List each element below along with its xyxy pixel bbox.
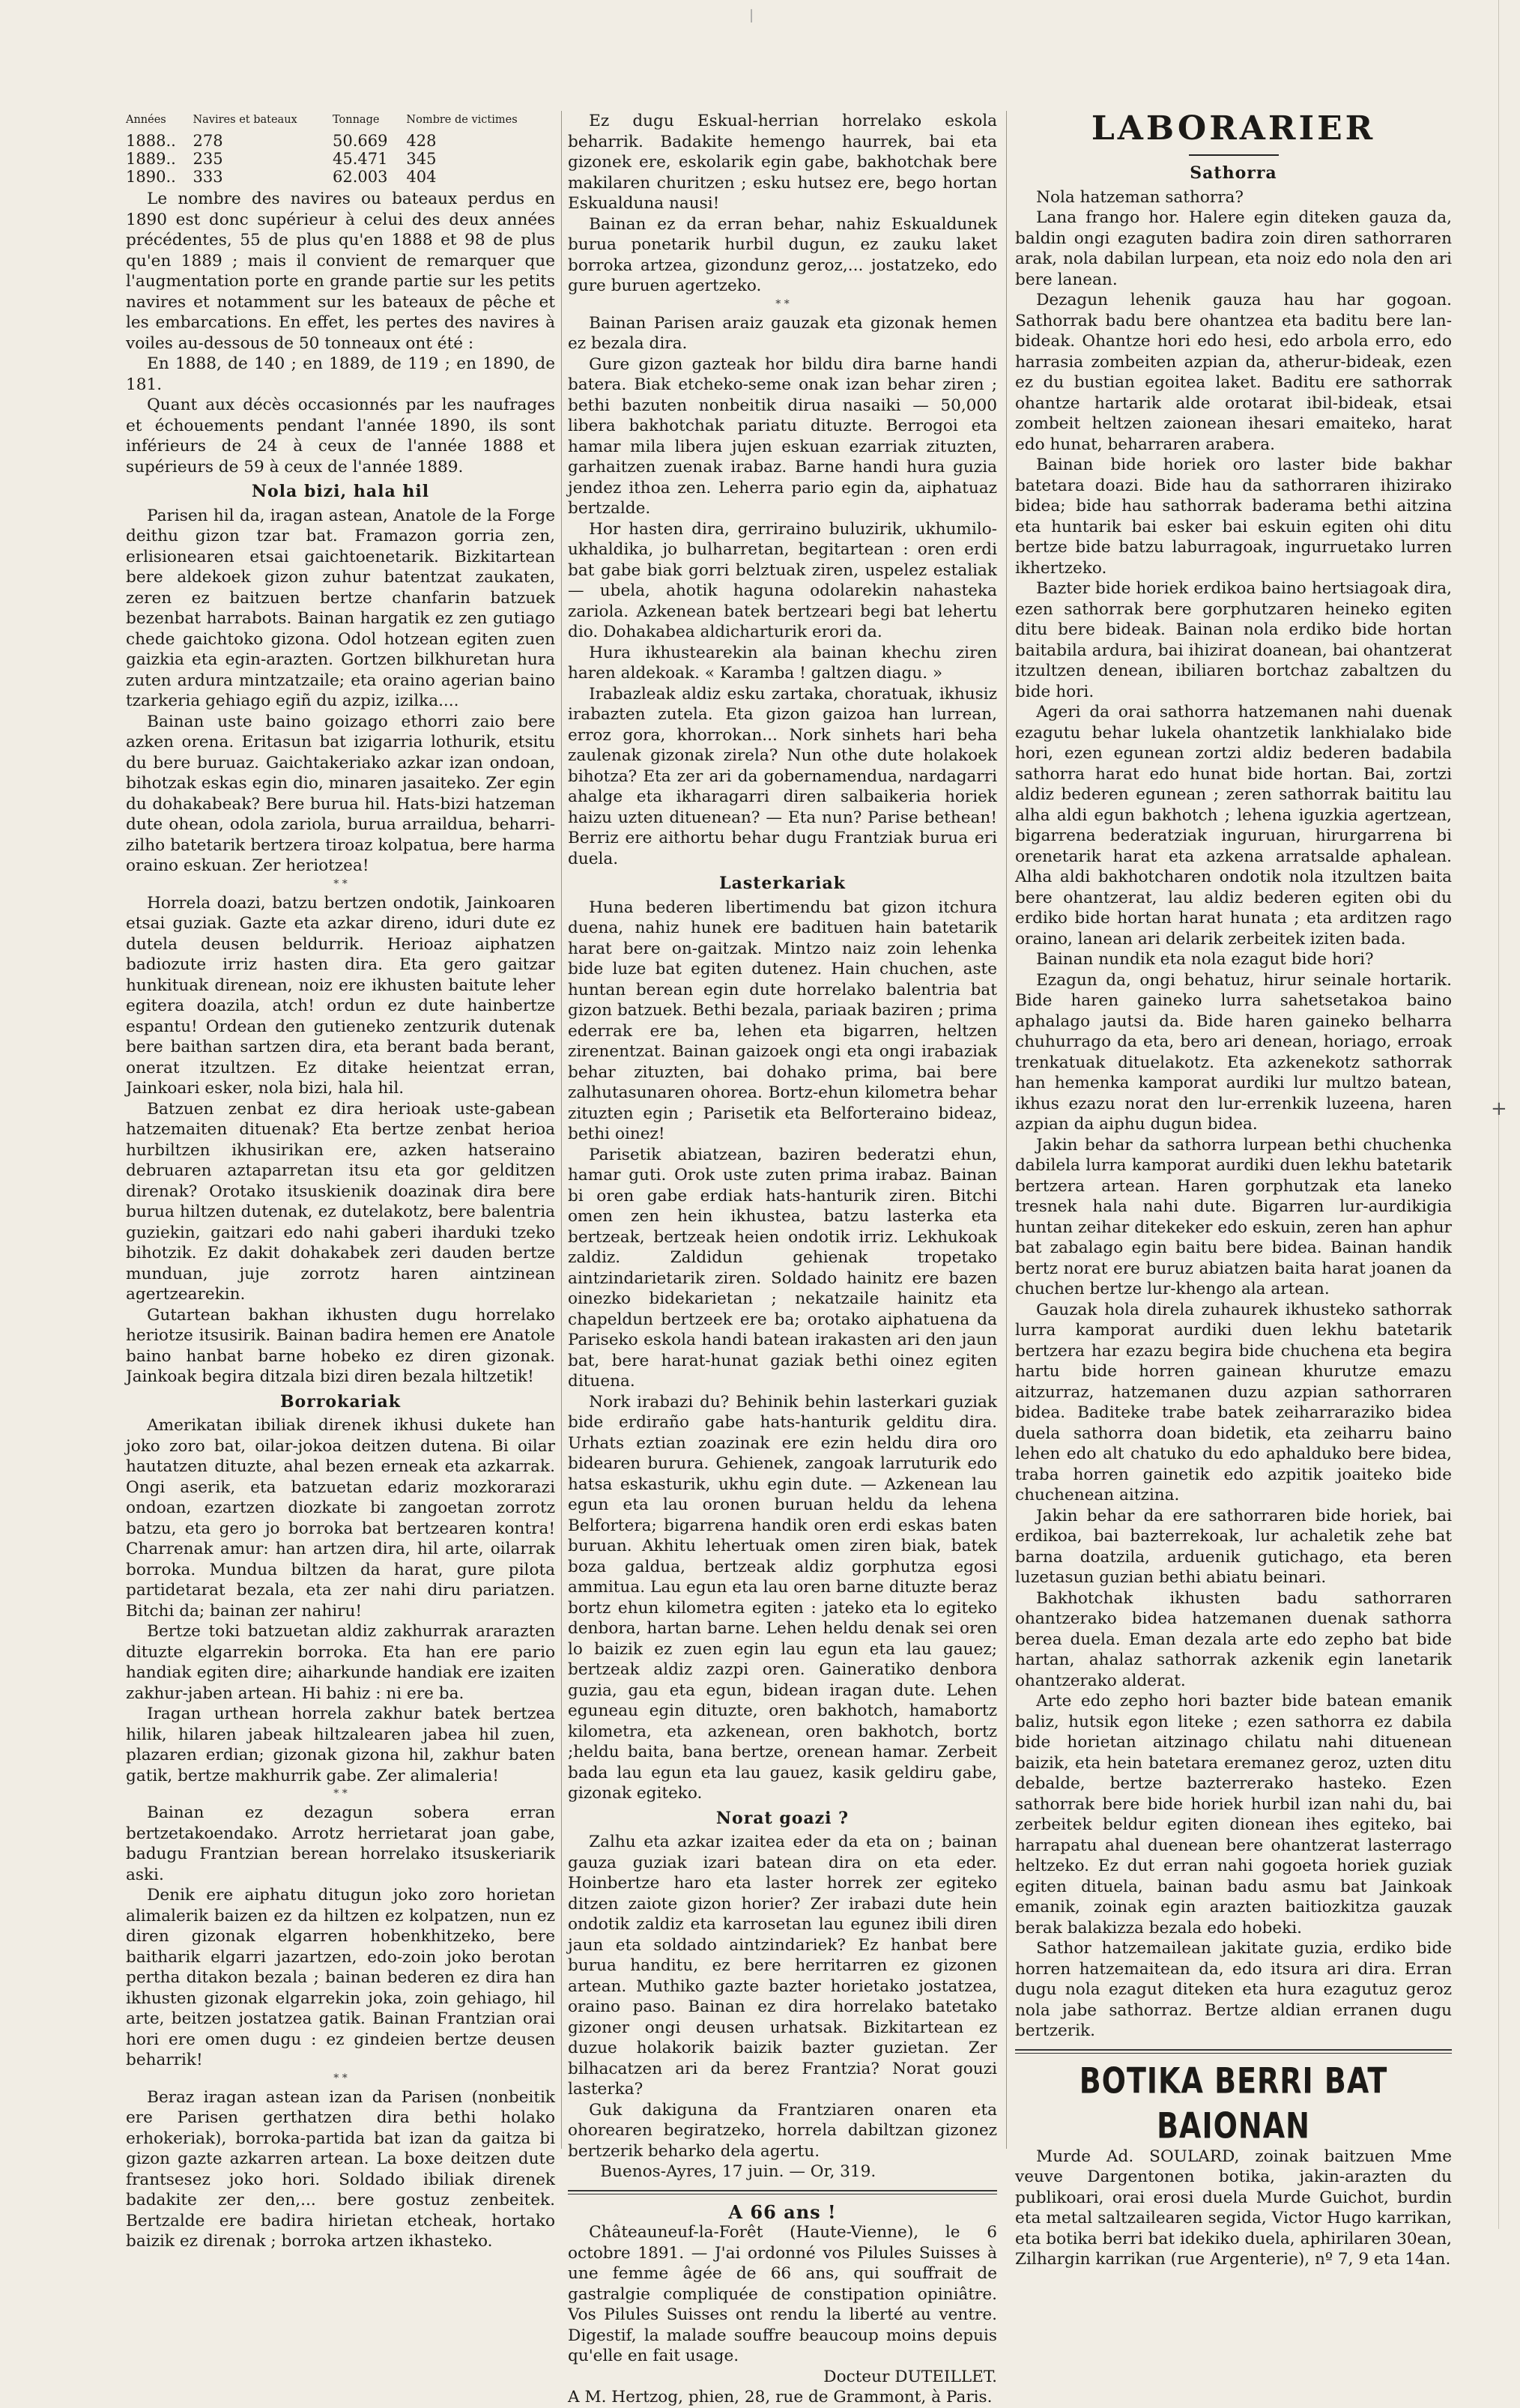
paragraph: Huna bederen libertimendu bat gizon itchura duena, nahiz hunek ere badituen hain batetarik harat bere on-gaitzak. Mintzo naiz zoin lehenka bide luze bat egiten dutenez. Hain chuchen, aste huntan berean egin dute horrelako balentria bat gizon batzuek. Bethi bezala, pariaak baziren ; prima ederrak ere ba, lehen eta bigarren, heltzen zirenentzat. Bainan gaizoek ongi eta ongi irabaziak behar zituzten, bai dohako prima, bai bere zalhutasunaren ohorea. Bortz-ehun kilometra behar zituzten egin ; Parisetik eta Belforteraino bideaz, bethi oinez!	[568, 898, 997, 1143]
paragraph: Bainan nundik eta nola ezagut bide hori?	[1036, 950, 1374, 969]
table-row	[126, 168, 555, 186]
table-cell: 235	[193, 150, 223, 168]
table-cell: 50.669	[332, 132, 388, 150]
ad-address: A M. Hertzog, phien, 28, rue de Grammont, à Paris.	[568, 2388, 993, 2407]
table-row	[126, 132, 555, 150]
table-header-row	[126, 111, 555, 132]
paragraph: Quant aux décès occasionnés par les naufrages et échouements pendant l'année 1890, ils sont inférieurs de 24 à ceux de l'année 1888 et supérieurs de 59 à ceux de l'année 1889.	[126, 396, 555, 477]
table-header: Nombre de victimes	[406, 114, 518, 126]
paragraph: Nork irabazi du? Behinik behin lasterkari guziak bide erdiraño gabe hats-hanturik gelditu dira. Urhats eztian zoazinak ere ezin heldu dira oro bidearen burura. Gehienek, zangoak larruturik edo hatsa eskasturik, ukhu egin dute. — Azkenean lau egun eta lau oronen buruan heldu da lehena Belfortera; bigarrena handik oren erdi eskas baten buruan. Akhitu lehertuak omen ziren biak, batek boza galdua, bertzeak aldiz gorphutza egosi ammitua. Lau egun eta lau oren barne dituzte beraz bortz ehun kilometra egiten : jateko eta lo egiteko denbora, hartan barne. Lehen heldu denak sei oren lo baizik ez zuen egin lau egun eta lau gauez; bertzeak aldiz zazpi oren. Gaineratiko denbora guzia, gau eta egun, bidean iragan dute. Lehen eguneau egin dituzte, oren bakhotch, hamabortz kilometra, eta azkenean, oren bakhotch, bortz ;heldu baita, bana bertze, orenean hamar. Zerbeit bada lau egun eta lau gauez, kasik geldiru gabe, gizonak egiteko.	[568, 1392, 997, 1803]
pharmacy-ad-banner: BOTIKA BERRI BAT BAIONAN	[1079, 2060, 1388, 2146]
paragraph: Ez dugu Eskual-herrian horrelako eskola beharrik. Badakite hemengo haurrek, bai eta gizonek ere, eskolarik egin gabe, bakhotchak bere makilaren churitzen ; esku hutsez ere, bego hortan Eskualduna nausi!	[568, 112, 997, 213]
paragraph: Arte edo zepho hori bazter bide batean emanik baliz, hutsik egon liteke ; ezen sathorra ez dabila bide horietan aitzinago chilatu nahi dituenean baizik, eta hein batetara eremanez geroz, uzten ditu debalde, bertze bazterrerako hasteko. Ezen sathorrak bere bide horiek hurbil izan nahi du, bai zerbeitek beldur egiten dionean ihes egiteko, bai harrapatu ahal duenean bere ohantzerat lasterrago heltzeko. Ez dut erran nahi gogoeta horiek guziak egiten dituela, bainan badu asmu bat Jainkoak emanik, zoinak egin arazten baitiozkitza gauzak berak balakizza bezala edo hobeki.	[1015, 1692, 1452, 1937]
paragraph: Denik ere aiphatu ditugun joko zoro horietan alimalerik baizen ez da hiltzen ez kolpatzen, nun ez diren gizonak elgarren hobenkhitzeko, bere baitharik elgarri jazartzen, edo-zoin joko berotan pertha ditakon bezala ; bainan bederen ez dira han ikhusten gizonak elgarrekin joka, zoin gehiago, hil arte, beitzen jostatzea gatik. Bainan Frantzian orai hori ere omen dugu : ez gindeien bertze deusen beharrik!	[126, 1886, 555, 2069]
column-divider	[1006, 111, 1007, 2149]
asterism: * *	[775, 297, 790, 310]
asterism: * *	[333, 2072, 348, 2084]
table-cell: 1888..	[126, 132, 176, 150]
table-cell: 278	[193, 132, 223, 150]
paragraph: Dezagun lehenik gauza hau har gogoan. Sathorrak badu bere ohantzea eta baditu bere lan-bideak. Ohantze hori edo hesi, edo arbola erro, edo harrasia zombeiten azpian da, atherur-bideak, ezen ez du bustian egoitea laket. Baditu ere sathorrak ohantze hartarik alde orotarat ibil-bideak, etsai zombeit heltzen zaionean ihesari emaiteko, harat edo hunat, beharraren arabera.	[1015, 291, 1452, 454]
table-cell: 45.471	[332, 150, 388, 168]
paragraph: Bainan uste baino goizago ethorri zaio bere azken orena. Eritasun bat izigarria lothurik, etsitu du bere buruaz. Gaichtakeriako azkar izan ondoan, bihotzak eskas egin dio, minaren jasaiteko. Zer egin du dohakabeak? Bere burua hil. Hats-bizi hatzeman dute ohean, odola zariola, burua arraildua, beharri-zilho batetarik bertzera tiroaz kolpatua, bere harma oraino eskuan. Zer heriotzea!	[126, 712, 555, 875]
masthead-rule	[1189, 154, 1279, 156]
ad-divider	[1015, 2049, 1452, 2054]
paragraph: Zalhu eta azkar izaitea eder da eta on ; bainan gauza guziak izari batean dira on eta eder. Hoinbertze haro eta laster horrek zer egiteko ditzen zaiote gizon horier? Zer irabazi dute hein ondotik zaldiz eta karrosetan lau egunez ibili diren jaun eta soldado aintzindariek? Ez hanbat bere burua handitu, ez bere herritarren ez gizonen artean. Muthiko gazte bazter horietako jostatzea, oraino paso. Bainan ez dira horrelako batetako gizoner ongi deusen urhatsak. Bizkitartean ez duzue holakorik baizik bazter guzietan. Zer bilhacatzen ari da berez Frantzia? Norat gouzi lasterka?	[568, 1833, 997, 2099]
paragraph: Hor hasten dira, gerriraino buluzirik, ukhumilo-ukhaldika, jo bulharretan, begitartean : oren erdi bat gabe biak gorri belztuak ziren, uspelez estaliak — ubela, ahotik haguna odolarekin nahasteka zariola. Azkenean batek bertzeari begi bat lehertu dio. Dohakabea aldicharturik erori da.	[568, 519, 997, 641]
section-title: Norat goazi ?	[715, 1808, 850, 1828]
table-cell: 428	[406, 132, 437, 150]
column-left	[126, 111, 555, 2251]
paragraph: En 1888, de 140 ; en 1889, de 119 ; en 1890, de 181.	[126, 354, 555, 394]
table-cell: 62.003	[332, 168, 388, 186]
column-right	[1015, 109, 1452, 2269]
paragraph: Jakin behar da sathorra lurpean bethi chuchenka dabilela lurra kamporat aurdiki duen lekhu batetarik bertzera artean. Haren gorphutzak eta laneko tresnek hala nahi dute. Bigarren lur-aurdikigia huntan zeihar ditekeker edo eskuin, zeren han aphur bat zabalago egin baitu bere bidea. Bainan handik bertz norat ere buruz abiatzen baita harat joanen da chuchen bertze lur-khengo ala artean.	[1015, 1135, 1452, 1298]
asterism: * *	[333, 877, 348, 890]
margin-tick-icon: +	[1491, 1098, 1507, 1120]
shipwreck-stats-table	[126, 111, 555, 186]
paragraph: Bainan ez dezagun sobera erran bertzetakoendako. Arrotz herrietarat joan gabe, badugu Frantzian berean horrelako itsuskeriarik aski.	[126, 1803, 555, 1884]
paragraph: Gure gizon gazteak hor bildu dira barne handi batera. Biak etcheko-seme onak izan behar ziren ; bethi bazuten nonbeitik dirua nasaiki — 50,000 libera bakhotchak pariatu dituzte. Berrogoi eta hamar mila libera jujen eskuan ezarriak zituzten, garhaitzen zuenak irabaz. Barne handi hura guzia jendez ithoa zen. Leherra pario egin da, aiphatuaz bertzalde.	[568, 354, 997, 518]
paragraph: Bazter bide horiek erdikoa baino hertsiagoak dira, ezen sathorrak bere gorphutzaren heineko egiten ditu bere bideak. Bainan nola erdiko bide hortan baitabila ardura, bai ihizirat doanean, bai ohantzerat itzultzen denean, ibiliaren bortchaz zabaltzen du bide hori.	[1015, 579, 1452, 701]
paragraph: Jakin behar da ere sathorraren bide horiek, bai erdikoa, bai bazterrekoak, lur achaletik zehe bat barna doatzila, arduenik gutichago, eta beren luzetasun guzian bethi abiatu beinari.	[1015, 1506, 1452, 1587]
section-title: Nola bizi, hala hil	[251, 482, 430, 501]
paragraph: Bainan ez da erran behar, nahiz Eskualdunek burua ponetarik hurbil dugun, ez zauku laket borroka artzea, gizondunz geroz,... jostatzeko, edo gure buruen agertzeko.	[568, 214, 997, 295]
paragraph: Amerikatan ibiliak direnek ikhusi dukete han joko zoro bat, oilar-jokoa deitzen dutena. Bi oilar hautatzen dituzte, ahal bezen erneak eta azkarrak. Ongi aserik, eta batzuetan edariz mozkorarazi ondoan, ezartzen diozkate bi zangoetan zorrotz batzu, eta gero jo borroka bat bertzearen kontra! Charrenak amur: han artzen dira, hil arte, oilarrak borroka. Mundua biltzen da harat, gure pilota partidetarat bezala, eta zer nahi diru pariatzen. Bitchi da; bainan zer nahiru!	[126, 1416, 555, 1621]
asterism: * *	[333, 1788, 348, 1800]
table-header: Années	[126, 114, 166, 126]
ad-doctor: Docteur DUTEILLET.	[823, 2367, 997, 2386]
table-header: Navires et bateaux	[193, 114, 297, 126]
paragraph: Lana frango hor. Halere egin diteken gauza da, baldin ongi ezaguten badira zoin diren sathorraren arak, nola dabilan lurpean, eta noiz edo nola den ari bere lanean.	[1015, 208, 1452, 289]
paragraph: Bainan Parisen araiz gauzak eta gizonak hemen ez bezala dira.	[568, 313, 997, 353]
paragraph: Parisen hil da, iragan astean, Anatole de la Forge deithu gizon tzar bat. Framazon gorria zen, erlisionearen etsai gaichtoenetarik. Bizkitartean bere aldekoek gizon zuhur batentzat zaukaten, zeren ez baitzuen bertze chanfarin batzuek bezenbat harrabots. Bainan hargatik ez zen gutiago chede gaichtoko gizona. Odol hotzean egiten zuen gaizkia eta egin-arazten. Gortzen bilkhuretan hura zuten ardura mintzatzaile; eta oraino agerian baino tzarkeria gehiago egiñ du azpiz, izilka....	[126, 506, 555, 710]
ad-body: Châteauneuf-la-Forêt (Haute-Vienne), le 6 octobre 1891. — J'ai ordonné vos Pilules Suisses à une femme âgée de 66 ans, qui souffrait de gastralgie compliquée de constipation opiniâtre. Vos Pilules Suisses ont rendu la liberté au ventre. Digestif, la malade souffre beaucoup moins depuis qu'elle en fait usage.	[568, 2223, 997, 2365]
table-cell: 1890..	[126, 168, 176, 186]
table-cell: 1889..	[126, 150, 176, 168]
paragraph: Sathor hatzemailean jakitate guzia, erdiko bide horren hatzemaitean da, edo itsura ari dira. Erran dugu nola ezagut diteken eta hura ezagutuz geroz nola jabe sathorraz. Bertze aldian erranen dugu bertzerik.	[1015, 1939, 1452, 2040]
fold-mark: |	[749, 7, 754, 23]
paragraph: Le nombre des navires ou bateaux perdus en 1890 est donc supérieur à celui des deux années précédentes, 55 de plus qu'en 1888 et 98 de plus qu'en 1889 ; mais il convient de remarquer que l'augmentation porte en grande partie sur les petits navires et notamment sur les bateaux de pêche et les embarcations. En effet, les pertes des navires à voiles au-dessous de 50 tonneaux ont été :	[126, 190, 555, 353]
ad-title: A 66 ans !	[728, 2200, 837, 2223]
section-title: Borrokariak	[279, 1391, 402, 1412]
section-masthead: LABORARIER	[1091, 109, 1376, 148]
paragraph: Guk dakiguna da Frantziaren onaren eta ohorearen begiratzeko, horrela dabiltzan gizonez bertzerik beharko dela agertu.	[568, 2100, 997, 2161]
paragraph: Hura ikhustearekin ala bainan khechu ziren haren aldekoak. « Karamba ! galtzen diagu. »	[568, 643, 997, 683]
paragraph: Bakhotchak ikhusten badu sathorraren ohantzerako bidea hatzemanen duenak sathorra berea duela. Eman dezala arte edo zepho bat bide hartan, ahalaz sathorrak azkenik egin lanetarik ohantzerako alderat.	[1015, 1588, 1452, 1690]
table-cell: 333	[193, 168, 223, 186]
column-divider	[561, 111, 562, 2149]
paragraph: Bertze toki batzuetan aldiz zakhurrak ararazten dituzte elgarrekin borroka. Eta han ere pario handiak egiten dire; aiharkunde handiak ere izaiten zakhur-jaben artean. Hi bahiz : ni ere ba.	[126, 1622, 555, 1703]
table-cell: 404	[406, 168, 437, 186]
column-middle	[568, 111, 997, 2407]
section-title: Lasterkariak	[719, 874, 846, 893]
dateline: Buenos-Ayres, 17 juin. — Or, 319.	[600, 2162, 876, 2181]
paragraph: Ezagun da, ongi behatuz, hirur seinale hortarik. Bide haren gaineko lurra sahetsetakoa baino aphalago jautsi da. Bide haren gaineko belharra chuhurrago da eta, bero ari denean, horiago, erroak trenkatuak dituelakotz. Eta azkenekotz sathorrak han hemenka kamporat aurdiki lur multzo batean, ikhus ezazu norat den lur-errenkik luzeena, haren azpian da aiphu dugun bidea.	[1015, 970, 1452, 1134]
paragraph: Nola hatzeman sathorra?	[1036, 187, 1244, 207]
ad-divider	[568, 2190, 997, 2194]
paragraph: Gutartean bakhan ikhusten dugu horrelako heriotze itsusirik. Bainan badira hemen ere Anatole baino hanbat barne hobeko ez diren gizonak. Jainkoak begira ditzala bizi diren bezala hiltzetik!	[126, 1305, 555, 1386]
paragraph: Horrela doazi, batzu bertzen ondotik, Jainkoaren etsai guziak. Gazte eta azkar direno, iduri dute ez dutela deusen beldurrik. Herioaz aiphatzen badiozute irriz hasten dira. Eta gero gaitzar hunkituak direnean, noiz ere ikhusten baitute leher egitera doazila, atch! ordun ez dute hainbertze espantu! Ordean den gutieneko zentzurik dutenak bere baithan sartzen dira, eta berant bada berant, onerat itzultzen. Ez ditake heientzat erran, Jainkoari esker, nola bizi, hala hil.	[126, 893, 555, 1098]
paragraph: Parisetik abiatzean, baziren bederatzi ehun, hamar guti. Orok uste zuten prima irabaz. Bainan bi oren gabe erdiak hats-hanturik ziren. Bitchi omen zen hein ikhustea, batzu lasterka eta bertzeak, bertzeak heien ondotik irriz. Lekhukoak zaldiz. Zaldidun gehienak tropetako aintzindarietarik ziren. Soldado hainitz ere bazen oinezko bidekarietan ; nekatzaile hainitz eta chapeldun bertzeek ere ba; orotako aiphatuena da Pariseko eskola handi batean irakasten ari den jaun bat, bere harat-hunat gaziak bethi oinez egiten dituena.	[568, 1145, 997, 1391]
section-title: Sathorra	[1190, 163, 1277, 183]
table-header: Tonnage	[332, 114, 380, 126]
table-row	[126, 150, 555, 168]
pharmacy-ad-text: Murde Ad. SOULARD, zoinak baitzuen Mme veuve Dargentonen botika, jakin-arazten du publikoari, orai erosi duela Murde Guichot, burdin eta metal saltzailearen segida, Victor Hugo karrikan, eta botika berri bat idekiko duela, aphirilaren 30ean, Zilhargin karrikan (rue Argenterie), nº 7, 9 eta 14an.	[1015, 2147, 1452, 2269]
paragraph: Ageri da orai sathorra hatzemanen nahi duenak ezagutu behar lukela ohantzetik lankhialako bide hori, ezen egunean zortzi aldiz bederen badabila sathorra harat edo hunat bide hortan. Bai, zortzi aldiz bederen egunean ; zeren sathorrak baititu lau alha aldi egun bakhotch ; lehena iguzkia agertzean, bigarrena bederatziak inguruan, hirurgarrena bi orenetarik harat eta azkena arratsalde aphalean. Alha aldi bakhotcharen ondotik nola itzultzen baita bere ohantzerat, lau aldiz bederen egiten obi du erdiko bide hortan harat hunata ; eta arditzen rago oraino, lanean ari delarik zerbeitek iziten bada.	[1015, 703, 1452, 949]
table-cell: 345	[406, 150, 437, 168]
paragraph: Beraz iragan astean izan da Parisen (nonbeitik ere Parisen gerthatzen dira bethi holako erhokeriak), borroka-partida bat izan da gaitza bi gizon gazte azkarren artean. La boxe deitzen dute frantsesez joko hori. Soldado ibiliak direnek badakite zer den,... bere gostuz zenbeitek. Bertzalde ere badira hirietan etcheak, hortako baizik ez direnak ; borroka artzen ikhasteko.	[126, 2087, 555, 2251]
paragraph: Gauzak hola direla zuhaurek ikhusteko sathorrak lurra kamporat aurdiki duen lekhu batetarik bertzera har ezazu begira bide chuchena eta begira hartu bide horren gainean khurutze emazu aitzurraz, hatzemanen duzu azpian sathorraren bidea. Baditeke trabe batek zeiharraraziko bidea duela sathorra doan bidetik, eta zeiharru baino lehen edo alt chatuko du edo aphalduko bere bidea, traba horren gainetik edo azpitik joaiteko bide chuchenean aitzina.	[1015, 1300, 1452, 1504]
paragraph: Iragan urthean horrela zakhur batek bertzea hilik, hilaren jabeak hiltzalearen jabea hil zuen, plazaren erdian; gizonak gizona hil, zakhur baten gatik, bertze makhurrik gabe. Zer alimaleria!	[126, 1704, 555, 1785]
paragraph: Irabazleak aldiz esku zartaka, choratuak, ikhusiz irabazten zutela. Eta gizon gaizoa han lurrean, erroz gora, khorrokan... Nork sinhets hari beha zaulenak gizonak zirela? Nun othe dute holakoek bihotza? Eta zer ari da gobernamendua, nardagarri ahalge eta ikharagarri diren salbaikeria horiek haizu uzten dituenean? — Eta nun? Parise bethean! Berriz ere aithortu behar dugu Frantziak burua eri duela.	[568, 684, 997, 868]
paragraph: Bainan bide horiek oro laster bide bakhar batetara doazi. Bide hau da sathorraren ihizirako bidea; bide hau sathorrak baderama bethi aitzina eta huntarik bai esker bai eskuin egiten ohi ditu bertze bide batzu laburragoak, ingurruetako lurren ikhertzeko.	[1015, 456, 1452, 578]
paragraph: Batzuen zenbat ez dira herioak uste-gabean hatzemaiten dituenak? Eta bertze zenbat herioa hurbiltzen ikhusirikan ere, azken hatseraino debruaren aztaparretan itsu eta gor gelditzen direnak? Orotako itsuskienik doazinak dira bere burua hiltzen dutenak, ez dutelakotz, bere balentria guziekin, gaitzari edo nahi gaberi iharduki tzeko bihotzik. Ez dakit dohakabek zeri dauden bertze munduan, juje zorrotz haren aintzinean agertzearekin.	[126, 1099, 555, 1304]
